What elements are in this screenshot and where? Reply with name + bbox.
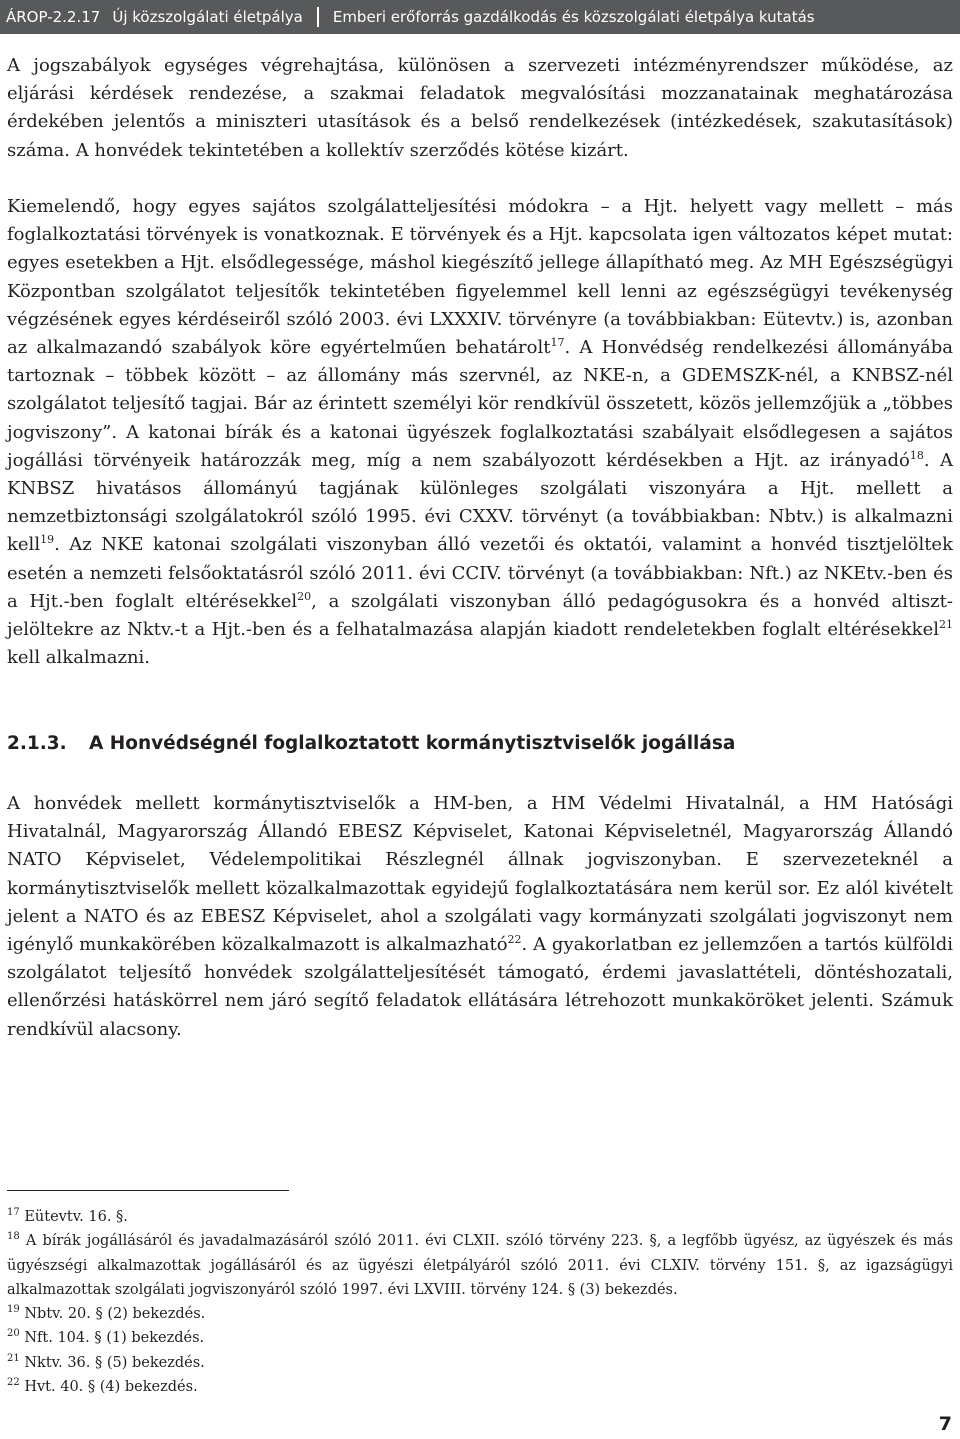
- footnote-number: 18: [7, 1231, 20, 1243]
- footnote-ref-22[interactable]: 22: [507, 933, 522, 947]
- paragraph-2-text-4: . Az NKE katonai szolgálati viszonyban álló vezetői és oktatói, valamint a honvéd tisztjelöltek esetén a nemzeti felsőoktatásról szóló 2011. évi CCIV. törvényt (a továbbiakban: Nft.) az NKEtv.-ben és a Hjt.-ben foglalt eltérésekkel: [7, 534, 953, 612]
- footnote-ref-17[interactable]: 17: [550, 336, 565, 350]
- paragraph-3-text-2: . A gyakorlatban ez jellemzően a tartós külföldi szolgálatot teljesítő honvédek szolgálatteljesítését támogató, érdemi javaslattételi, döntéshozatali, ellenőrzési hatáskörrel nem járó segítő feladatok ellátására létrehozott munkaköröket jelenti. Számuk rendkívül alacsony.: [7, 934, 954, 1040]
- footnote-text: Nft. 104. § (1) bekezdés.: [24, 1330, 205, 1347]
- paragraph-2-text-2: . A Honvédség rendelkezési állományába tartoznak – többek között – az állomány más szervnél, az NKE-n, a GDEMSZK-nél, a KNBSZ-nél szolgálatot teljesítő tagjai. Bár az érintett személyi kör rendkívül összetett, közös jellemzőjük a „többes jogviszony”. A katonai bírák és a katonai ügyészek foglalkoztatási szabályait elsődlegesen a sajátos jogállási törvényeik határozzák meg, míg a nem szabályozott kérdésekben a Hjt. az irányadó: [7, 337, 953, 471]
- footnote-ref-20[interactable]: 20: [297, 589, 312, 603]
- footnote-20: [7, 1326, 953, 1350]
- footnote-ref-21[interactable]: 21: [939, 618, 953, 632]
- paragraph-2-text-3: . A KNBSZ hivatásos állományú tagjának különleges szolgálati viszonyára a Hjt. mellett a nemzetbiztonsági szolgálatokról szóló 1995. évi CXXV. törvényt (a továbbiakban: Nbtv.) is alkalmazni kell: [7, 449, 953, 556]
- paragraph-1: A jogszabályok egységes végrehajtása, különösen a szervezeti intézményrendszer működése, az eljárási kérdések rendezése, a szakmai feladatok megvalósítási mozzanatainak meghatározása érdekében jelentős a miniszteri utasítások és a belső rendelkezések (intézkedések, szakutasítások) száma. A honvédek tekintetében a kollektív szerződés kötése kizárt.: [7, 55, 953, 161]
- paragraph-3-text-1: A honvédek mellett kormánytisztviselők a HM-ben, a HM Védelmi Hivatalnál, a HM Hatósági Hivatalnál, Magyarország Állandó EBESZ Képviselet, Katonai Képviseletnél, Magyarország Állandó NATO Képviselet, Védelempolitikai Részlegnél állnak jogviszonyban. E szervezeteknél a kormánytisztviselők mellett közalkalmazottak egyidejű foglalkoztatására nem kerül sor. Ez alól kivételt jelent a NATO és az EBESZ Képviselet, ahol a szolgálati vagy kormányzati szolgálati jogviszonyt nem igénylő munkakörében közalkalmazott is alkalmazható: [7, 793, 953, 956]
- section-number: 2.1.3.: [7, 733, 67, 754]
- footnote-divider: [7, 1190, 289, 1191]
- footnote-19: [7, 1302, 953, 1326]
- footnote-number: 19: [7, 1304, 20, 1316]
- paragraph-2-text-1: Kiemelendő, hogy egyes sajátos szolgálatteljesítési módokra – a Hjt. helyett vagy mellett – más foglalkoztatási törvények is vonatkoznak. E törvények és a Hjt. kapcsolata igen változatos képet mutat: egyes esetekben a Hjt. elsődlegessége, máshol kiegészítő jellege állapítható meg. Az MH Egészségügyi Központban szolgálatot teljesítők tekintetében figyelemmel kell lenni az egészségügyi tevékenység végzésének egyes kérdéseiről szóló 2003. évi LXXXIV. törvényre (a továbbiakban: Eütevtv.) is, azonban az alkalmazandó szabályok köre egyértelműen behatárolt: [7, 196, 953, 359]
- running-header: [0, 0, 960, 34]
- footnote-text: Hvt. 40. § (4) bekezdés.: [24, 1379, 198, 1396]
- header-project-name: Új közszolgálati életpálya: [112, 8, 303, 26]
- footnote-ref-19[interactable]: 19: [40, 533, 55, 547]
- paragraph-2-text-5: , a szolgálati viszonyban álló pedagógusokra és a honvéd altiszt-jelöltekre az Nktv.-t a Hjt.-ben és a felhatalmazása alapján kiadott rendeletekben foglalt eltérésekkel: [7, 590, 953, 641]
- footnote-ref-18[interactable]: 18: [909, 448, 924, 462]
- footnote-21: [7, 1351, 953, 1375]
- paragraph-3: [7, 790, 953, 1044]
- footnote-text: Nktv. 36. § (5) bekezdés.: [24, 1354, 205, 1371]
- footnote-number: 17: [7, 1207, 20, 1218]
- footnote-number: 20: [7, 1328, 20, 1340]
- footnote-text: A bírák jogállásáról és javadalmazásáról szóló 2011. évi CLXII. szóló törvény 223. §, a legfőbb ügyész, az ügyészek és más ügyészségi alkalmazottak jogállásáról és az ügyészi életpályáról szóló 2011. évi CLXIV. törvény 151. §, az igazságügyi alkalmazottak szolgálati jogviszonyáról szóló 1997. évi LXVIII. törvény 124. § (3) bekezdés.: [7, 1233, 954, 1298]
- footnote-number: 22: [7, 1377, 20, 1389]
- paragraph-2: [7, 193, 953, 672]
- footnote-text: Nbtv. 20. § (2) bekezdés.: [24, 1306, 206, 1323]
- footnote-text: Eütevtv. 16. §.: [24, 1209, 128, 1225]
- header-separator: [317, 7, 319, 27]
- footnote-number: 21: [7, 1352, 20, 1364]
- section-heading: [7, 733, 953, 754]
- footnote-18: [7, 1229, 953, 1302]
- footnotes: [7, 1205, 953, 1399]
- footnote-22: [7, 1375, 953, 1399]
- section-title: A Honvédségnél foglalkoztatott kormánytisztviselők jogállása: [89, 733, 736, 754]
- header-topic: Emberi erőforrás gazdálkodás és közszolgálati életpálya kutatás: [332, 8, 815, 26]
- footnote-17: [7, 1205, 953, 1229]
- paragraph-2-text-6: kell alkalmazni.: [7, 647, 151, 669]
- header-project-code: ÁROP-2.2.17: [6, 8, 101, 26]
- page-number: 7: [938, 1413, 952, 1435]
